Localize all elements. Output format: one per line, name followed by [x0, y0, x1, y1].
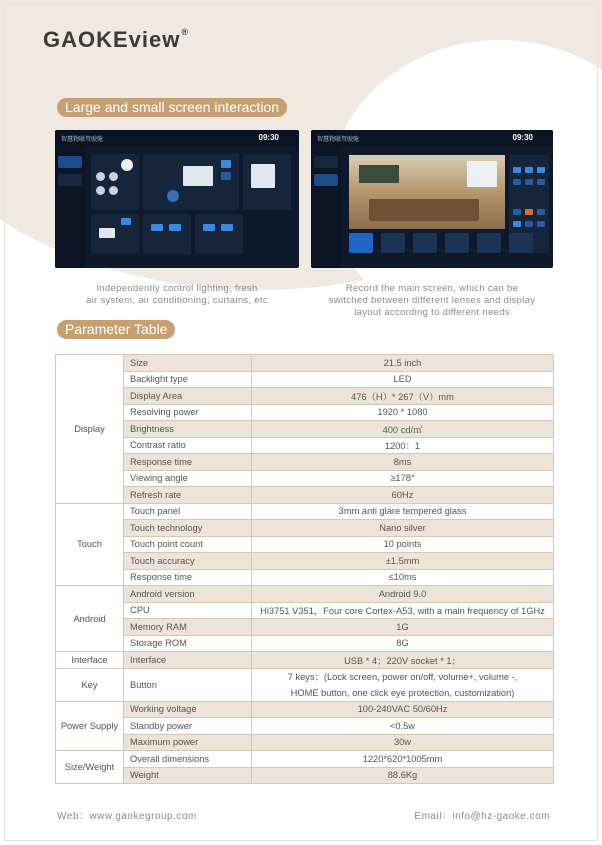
camera-button: [513, 179, 521, 185]
category-cell: Size/Weight: [56, 751, 124, 784]
item-cell: Response time: [124, 454, 252, 471]
item-cell: Size: [124, 355, 252, 372]
toggle-icon: [121, 218, 131, 225]
item-cell: Touch technology: [124, 520, 252, 537]
camera-button: [525, 179, 533, 185]
item-cell: Backlight type: [124, 371, 252, 388]
lens-button: [509, 233, 533, 253]
camera-button: [537, 179, 545, 185]
lens-button: [413, 233, 437, 253]
desks: [369, 199, 479, 221]
value-cell: 21.5 inch: [252, 355, 554, 372]
screen-time: 09:30: [512, 133, 533, 142]
camera-button: [525, 167, 533, 173]
screen1-caption: Independently control lighting, fresh air system, air conditioning, curtains, etc: [86, 283, 268, 306]
screen-sidebar: [55, 146, 85, 268]
footer-email: Email：info@hz-gaoke.com: [414, 811, 550, 822]
item-cell: Contrast ratio: [124, 437, 252, 454]
value-cell: [252, 668, 554, 701]
table-row: [56, 635, 554, 652]
layout-button: [537, 209, 545, 215]
light-icon: [96, 172, 105, 181]
item-cell: Working voltage: [124, 701, 252, 718]
table-row: [56, 718, 554, 735]
value-cell: Hi3751 V351，Four core Cortex-A53, with a main frequency of 1GHz: [252, 602, 554, 619]
light-icon: [96, 186, 105, 195]
item-cell: Refresh rate: [124, 487, 252, 504]
table-row: [56, 536, 554, 553]
category-cell: Display: [56, 355, 124, 504]
item-cell: Standby power: [124, 718, 252, 735]
category-cell: Interface: [56, 652, 124, 669]
camera-button: [513, 167, 521, 173]
value-cell: 8G: [252, 635, 554, 652]
light-icon: [109, 172, 118, 181]
sidebar-record-button: [58, 174, 82, 186]
item-cell: Interface: [124, 652, 252, 669]
value-cell: 1200：1: [252, 437, 554, 454]
value-cell: 88.6Kg: [252, 767, 554, 784]
light-icon: [109, 186, 118, 195]
layout-button: [513, 221, 521, 227]
ac-button: [221, 160, 231, 168]
value-cell: ≤10ms: [252, 569, 554, 586]
table-row: [56, 553, 554, 570]
light-bulb-icon: [121, 159, 133, 171]
value-cell: <0.5w: [252, 718, 554, 735]
camera-button: [537, 167, 545, 173]
toggle-icon: [151, 224, 163, 231]
blackboard: [359, 165, 399, 183]
screen-app-title: 智慧物联驾驶舱: [61, 137, 104, 143]
value-cell: 60Hz: [252, 487, 554, 504]
table-row: [56, 767, 554, 784]
table-row: [56, 701, 554, 718]
item-cell: CPU: [124, 602, 252, 619]
value-cell: Android 9.0: [252, 586, 554, 603]
table-row: [56, 751, 554, 768]
category-cell: Touch: [56, 503, 124, 586]
sidebar-device-button: [314, 156, 338, 168]
item-cell: Button: [124, 668, 252, 701]
table-row: [56, 569, 554, 586]
section-title-parameters: Parameter Table: [57, 320, 175, 339]
table-row: [56, 668, 554, 701]
table-row: [56, 388, 554, 405]
lens-button: [381, 233, 405, 253]
table-row: [56, 520, 554, 537]
table-row: [56, 454, 554, 471]
table-row: [56, 487, 554, 504]
table-row: [56, 437, 554, 454]
footer-web: Web：www.gaokegroup.com: [57, 811, 197, 822]
category-cell: Key: [56, 668, 124, 701]
value-cell: 400 cd/㎡: [252, 421, 554, 438]
layout-button: [537, 221, 545, 227]
value-cell: 1220*620*1005mm: [252, 751, 554, 768]
value-cell: 10 points: [252, 536, 554, 553]
item-cell: Touch panel: [124, 503, 252, 520]
section-title-interaction: Large and small screen interaction: [57, 98, 287, 117]
item-cell: Memory RAM: [124, 619, 252, 636]
lens-button: [477, 233, 501, 253]
brand-logo: GAOKEview®: [43, 27, 190, 52]
screen-app-title: 智慧物联驾驶舱: [317, 137, 360, 143]
value-cell: LED: [252, 371, 554, 388]
layout-button-active: [525, 209, 533, 215]
item-cell: Touch accuracy: [124, 553, 252, 570]
table-row: [56, 652, 554, 669]
item-cell: Maximum power: [124, 734, 252, 751]
table-row: [56, 734, 554, 751]
value-cell: USB * 4；220V socket * 1；: [252, 652, 554, 669]
table-row: [56, 421, 554, 438]
value-cell: 30w: [252, 734, 554, 751]
device-panel: [143, 214, 191, 254]
value-line: 7 keys；(Lock screen, power on/off, volume+, volume -,: [287, 671, 518, 682]
table-row: [56, 470, 554, 487]
curtain-panel: [243, 154, 291, 210]
lighting-panel: [91, 154, 139, 210]
curtain-icon: [251, 164, 275, 188]
lens-button-active: [349, 233, 373, 253]
fan-icon: [167, 190, 179, 202]
toggle-icon: [221, 224, 233, 231]
control-screen-image: [55, 130, 299, 268]
item-cell: Viewing angle: [124, 470, 252, 487]
ac-button: [221, 172, 231, 180]
table-row: [56, 586, 554, 603]
toggle-icon: [169, 224, 181, 231]
layout-button: [513, 209, 521, 215]
table-row: [56, 371, 554, 388]
value-cell: 476（H）* 267（V）mm: [252, 388, 554, 405]
ac-unit-icon: [183, 166, 213, 186]
value-cell: 1G: [252, 619, 554, 636]
air-conditioning-panel: [143, 154, 239, 210]
item-cell: Response time: [124, 569, 252, 586]
device-panel: [195, 214, 243, 254]
window: [467, 161, 497, 187]
screen-time: 09:30: [258, 133, 279, 142]
table-row: [56, 503, 554, 520]
value-cell: 100-240VAC 50/60Hz: [252, 701, 554, 718]
sidebar-device-button: [58, 156, 82, 168]
item-cell: Android version: [124, 586, 252, 603]
air-purifier-icon: [99, 228, 115, 238]
table-row: [56, 355, 554, 372]
screen2-caption: Record the main screen, which can be switched between different lenses and display layout according to different needs: [328, 283, 536, 318]
recording-screen-image: [311, 130, 553, 268]
category-cell: Power Supply: [56, 701, 124, 751]
value-cell: Nano silver: [252, 520, 554, 537]
item-cell: Overall dimensions: [124, 751, 252, 768]
classroom-video-feed: [349, 155, 505, 229]
item-cell: Touch point count: [124, 536, 252, 553]
table-row: [56, 619, 554, 636]
table-row: [56, 404, 554, 421]
value-cell: 8ms: [252, 454, 554, 471]
parameter-table: [55, 354, 554, 784]
item-cell: Display Area: [124, 388, 252, 405]
item-cell: Resolving power: [124, 404, 252, 421]
screen-sidebar: [311, 146, 341, 268]
item-cell: Weight: [124, 767, 252, 784]
table-row: [56, 602, 554, 619]
value-cell: 3mm anti glare tempered glass: [252, 503, 554, 520]
value-cell: ≥178°: [252, 470, 554, 487]
category-cell: Android: [56, 586, 124, 652]
lens-button: [445, 233, 469, 253]
value-cell: ±1.5mm: [252, 553, 554, 570]
layout-button: [525, 221, 533, 227]
toggle-icon: [203, 224, 215, 231]
value-line: HOME button, one click eye protection, customization): [290, 687, 515, 698]
item-cell: Brightness: [124, 421, 252, 438]
sidebar-record-button: [314, 174, 338, 186]
value-cell: 1920 * 1080: [252, 404, 554, 421]
item-cell: Storage ROM: [124, 635, 252, 652]
air-system-panel: [91, 214, 139, 254]
